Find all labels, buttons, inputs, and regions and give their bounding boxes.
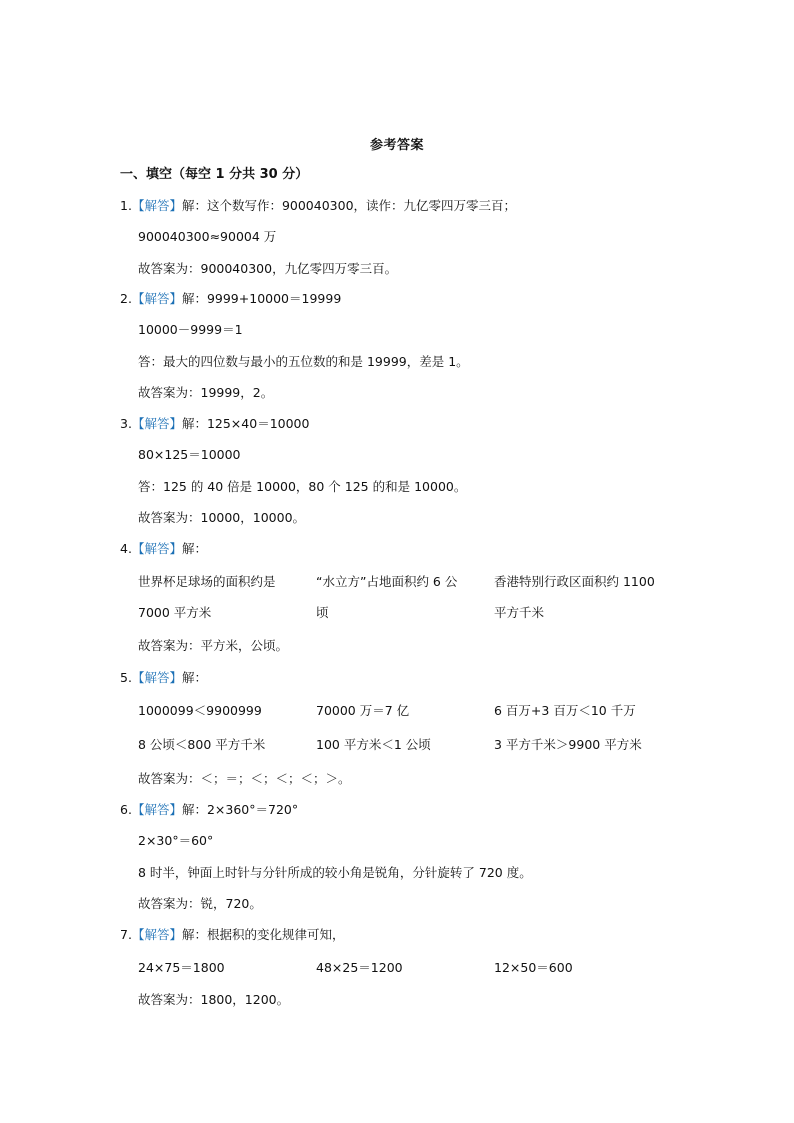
q3-line2: 80×125＝10000 [138,447,241,462]
q1-head [120,197,516,215]
q7-c3: 12×50＝600 [494,960,573,975]
q5-r1c3: 6 百万+3 百万＜10 千万 [494,703,636,718]
q4-answer-tag: 【解答】 [131,541,182,556]
q2-line2: 10000－9999＝1 [138,322,243,337]
q2-head-text: 解：9999+10000＝19999 [181,291,342,306]
q7-c1: 24×75＝1800 [138,960,225,975]
q2-answer-tag: 【解答】 [131,291,182,306]
q7-c2: 48×25＝1200 [316,960,403,975]
q6-answer: 故答案为：锐，720。 [138,896,262,911]
q4-col1-line2: 7000 平方米 [138,605,212,620]
q3-line3: 答：125 的 40 倍是 10000，80 个 125 的和是 10000。 [138,479,467,494]
q4-col3-line2: 平方千米 [494,605,545,620]
q3-head [120,415,309,433]
q1-answer-tag: 【解答】 [131,198,182,213]
q3-number: 3. [120,416,132,431]
q6-number: 6. [120,802,132,817]
q4-col2-line1: “水立方”占地面积约 6 公 [316,574,458,589]
q2-number: 2. [120,291,132,306]
q1-number: 1. [120,198,132,213]
q5-head-text: 解： [181,670,207,685]
q4-col2-line2: 顷 [316,605,329,620]
q7-answer-tag: 【解答】 [131,927,182,942]
q5-r1c1: 1000099＜9900999 [138,703,262,718]
q5-answer: 故答案为：＜；＝；＜；＜；＜；＞。 [138,771,351,786]
q3-head-text: 解：125×40＝10000 [181,416,310,431]
q7-number: 7. [120,927,132,942]
q2-head [120,290,341,308]
q5-r2c2: 100 平方米＜1 公顷 [316,737,431,752]
q4-col3-line1: 香港特别行政区面积约 1100 [494,574,655,589]
q4-col1-line1: 世界杯足球场的面积约是 [138,574,276,589]
q5-head [120,669,207,687]
q5-number: 5. [120,670,132,685]
q3-answer: 故答案为：10000，10000。 [138,510,306,525]
q5-r2c1: 8 公顷＜800 平方千米 [138,737,266,752]
q4-number: 4. [120,541,132,556]
q1-head-text: 解：这个数写作：900040300，读作：九亿零四万零三百； [181,198,517,213]
q6-line3: 8 时半，钟面上时针与分针所成的较小角是锐角，分针旋转了 720 度。 [138,865,532,880]
q6-answer-tag: 【解答】 [131,802,182,817]
q5-answer-tag: 【解答】 [131,670,182,685]
q3-answer-tag: 【解答】 [131,416,182,431]
q7-head [120,926,344,944]
q5-r2c3: 3 平方千米＞9900 平方米 [494,737,642,752]
q1-line2: 900040300≈90004 万 [138,229,277,244]
q1-answer: 故答案为：900040300，九亿零四万零三百。 [138,261,398,276]
q2-answer: 故答案为：19999，2。 [138,385,274,400]
q6-line2: 2×30°＝60° [138,833,214,848]
q7-head-text: 解：根据积的变化规律可知， [181,927,345,942]
q2-line3: 答：最大的四位数与最小的五位数的和是 19999，差是 1。 [138,354,469,369]
q4-head [120,540,207,558]
q4-answer: 故答案为：平方米，公顷。 [138,638,289,653]
q4-head-text: 解： [181,541,207,556]
q5-r1c2: 70000 万＝7 亿 [316,703,410,718]
section-heading: 一、填空（每空 1 分共 30 分） [120,167,309,182]
q7-answer: 故答案为：1800，1200。 [138,992,290,1007]
page-title: 参考答案 [369,138,424,153]
q6-head [120,801,298,819]
q6-head-text: 解：2×360°＝720° [181,802,299,817]
